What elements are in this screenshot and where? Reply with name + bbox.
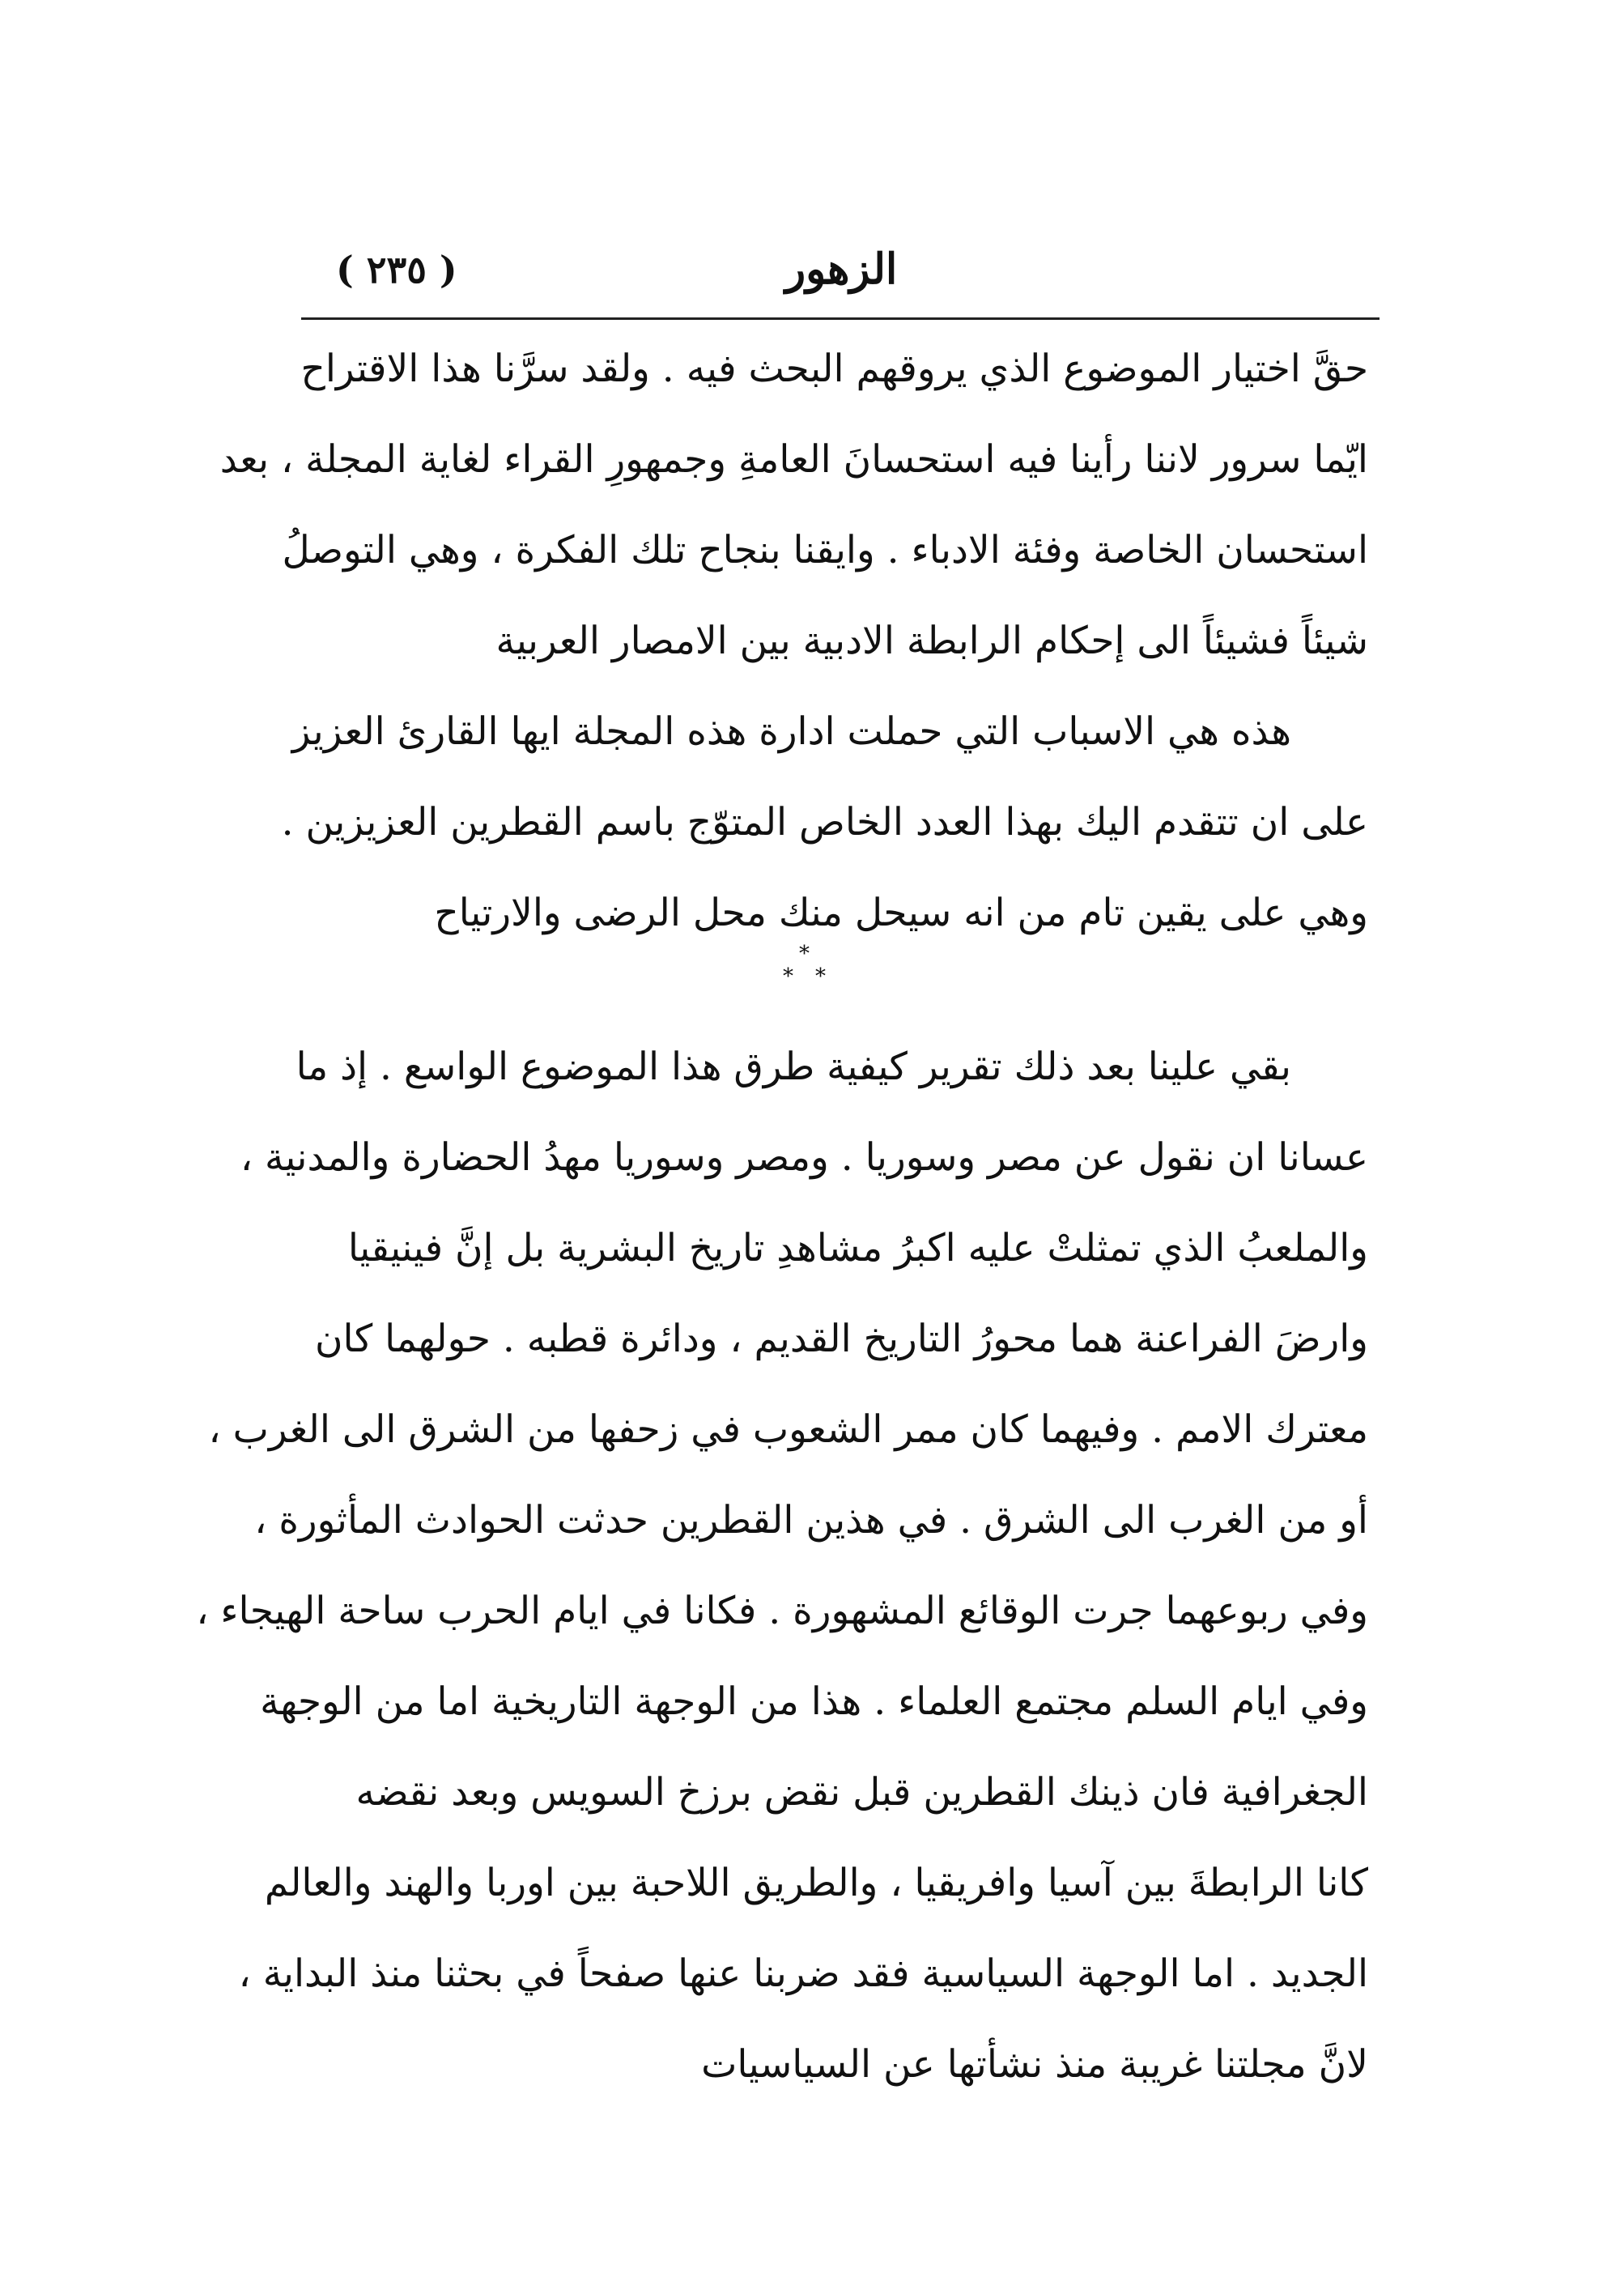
text-line: وفي ايام السلم مجتمع العلماء . هذا من الوجهة التاريخية اما من الوجهة (260, 1679, 1368, 1724)
body-section-top (219, 324, 1368, 959)
text-line: وهي على يقين تام من انه سيحل منك محل الرضى والارتياح (434, 891, 1368, 935)
text-line: على ان تتقدم اليك بهذا العدد الخاص المتوّج باسم القطرين العزيزين . (281, 800, 1368, 845)
text-line: معترك الامم . وفيهما كان ممر الشعوب في زحفها من الشرق الى الغرب ، (208, 1407, 1368, 1452)
text-line: هذه هي الاسباب التي حملت ادارة هذه المجلة ايها القارئ العزيز (291, 709, 1291, 754)
text-line: وارضَ الفراعنة هما محورُ التاريخ القديم ، ودائرة قطبه . حولهما كان (315, 1317, 1368, 1361)
ornament-star: * (815, 964, 826, 989)
text-line: حقَّ اختيار الموضوع الذي يروقهم البحث فيه . ولقد سرَّنا هذا الاقتراح (300, 347, 1368, 391)
text-line: والملعبُ الذي تمثلتْ عليه اكبرُ مشاهدِ تاريخ البشرية بل إنَّ فينيقيا (347, 1226, 1368, 1270)
running-title: الزهور (785, 245, 898, 294)
text-line: استحسان الخاصة وفئة الادباء . وايقنا بنجاح تلك الفكرة ، وهي التوصلُ (282, 528, 1368, 572)
header-rule (301, 317, 1380, 320)
text-line: الجغرافية فان ذينك القطرين قبل نقض برزخ السويس وبعد نقضه (355, 1770, 1368, 1815)
text-line: لانَّ مجلتنا غريبة منذ نشأتها عن السياسيات (701, 2042, 1368, 2087)
ornament-star: * (799, 942, 810, 966)
body-section-bottom (196, 1022, 1368, 2110)
text-line: أو من الغرب الى الشرق . في هذين القطرين حدثت الحوادث المأثورة ، (254, 1498, 1368, 1543)
text-line: بقي علينا بعد ذلك تقرير كيفية طرق هذا الموضوع الواسع . إذ ما (295, 1045, 1291, 1089)
ornament-star: * (783, 964, 793, 989)
text-line: عسانا ان نقول عن مصر وسوريا . ومصر وسوريا مهدُ الحضارة والمدنية ، (240, 1135, 1368, 1180)
text-line: وفي ربوعهما جرت الوقائع المشهورة . فكانا في ايام الحرب ساحة الهيجاء ، (196, 1589, 1368, 1633)
page-number: ( ٢٣٥ ) (336, 248, 457, 292)
text-line: الجديد . اما الوجهة السياسية فقد ضربنا عنها صفحاً في بحثنا منذ البداية ، (238, 1951, 1368, 1996)
text-line: شيئاً فشيئاً الى إحكام الرابطة الادبية بين الامصار العربية (495, 619, 1368, 663)
text-line: ايّما سرور لاننا رأينا فيه استحسانَ العامةِ وجمهورِ القراء لغاية المجلة ، بعد (219, 437, 1368, 482)
section-ornament (765, 943, 846, 1000)
text-line: كانا الرابطةَ بين آسيا وافريقيا ، والطريق اللاحبة بين اوربا والهند والعالم (264, 1861, 1368, 1905)
page-header (308, 243, 1376, 308)
